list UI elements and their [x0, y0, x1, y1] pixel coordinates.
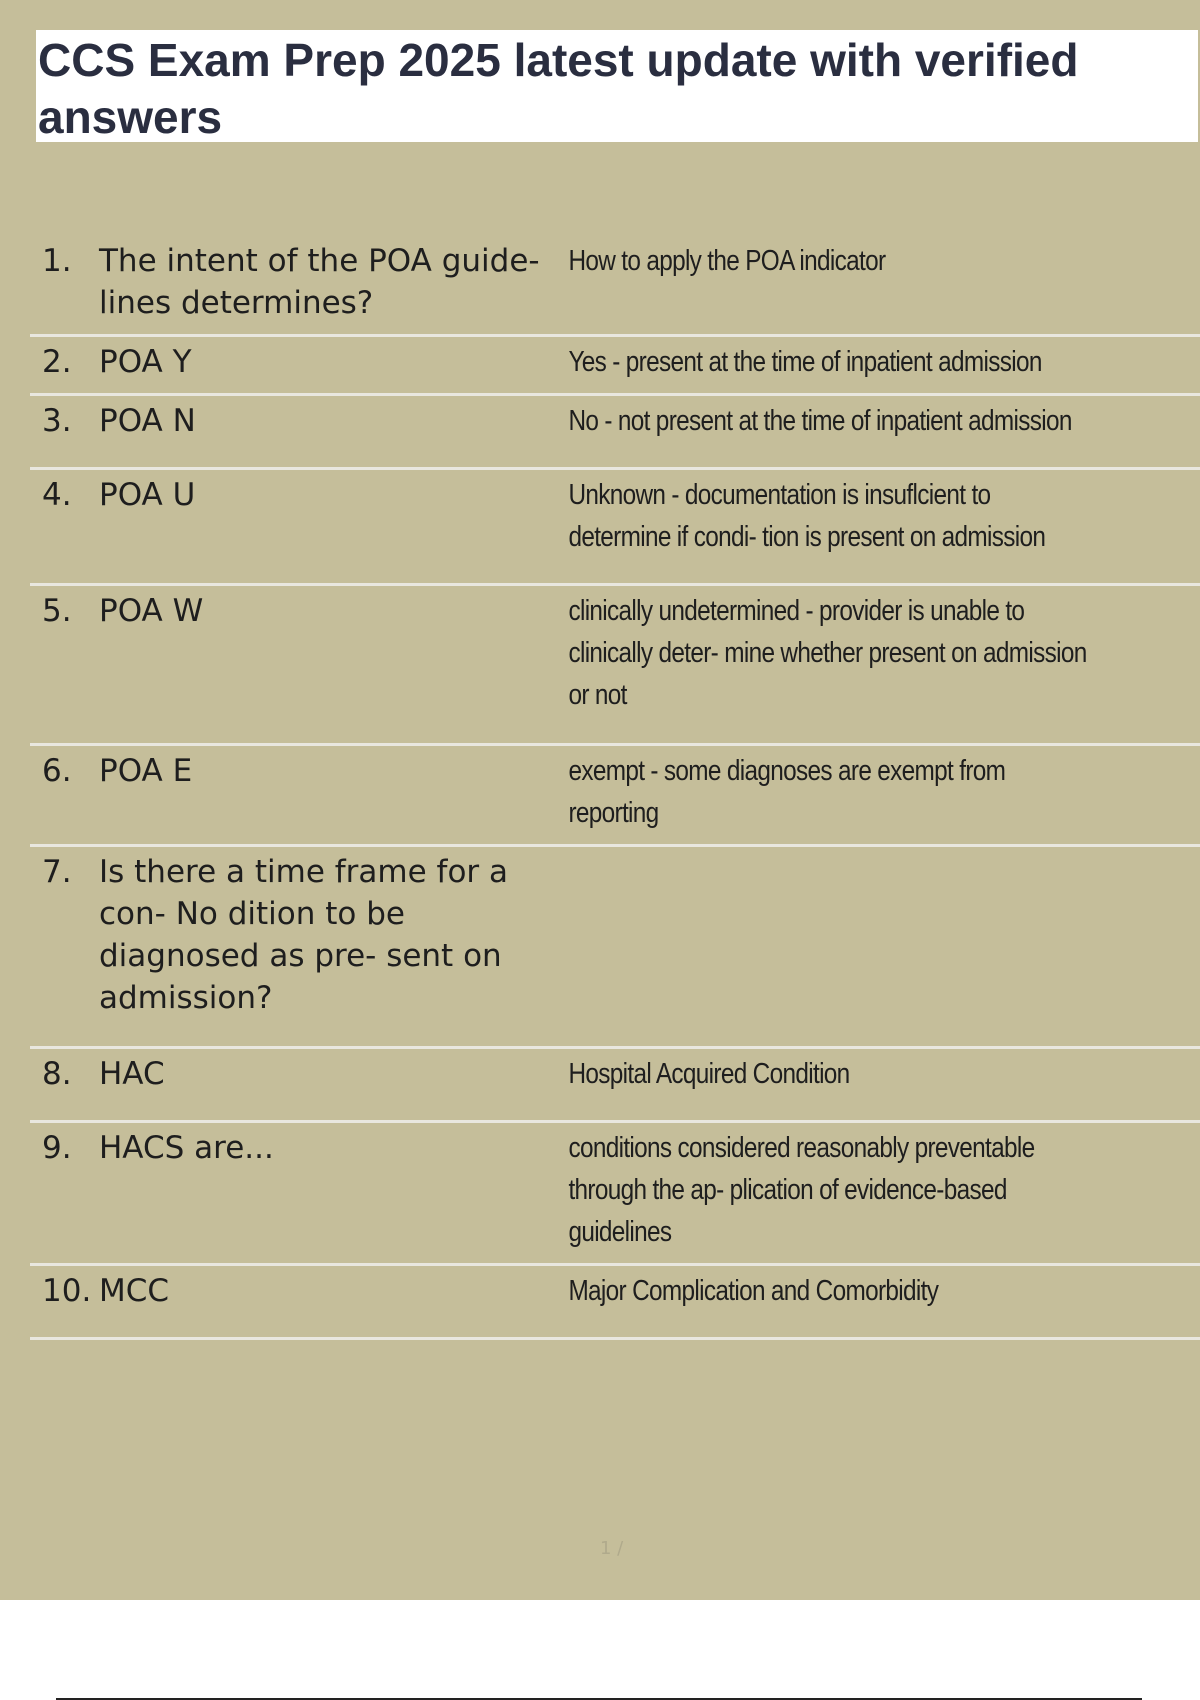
qa-row	[30, 847, 1200, 1049]
qa-number: 2.	[42, 344, 72, 380]
qa-question: MCC	[99, 1273, 170, 1309]
qa-question: Is there a time frame for a con- No dition to be diagnosed as pre- sent on admission?	[99, 854, 509, 1016]
qa-row	[30, 1049, 1200, 1123]
qa-answer	[555, 851, 1097, 1036]
qa-question: HAC	[99, 1056, 165, 1092]
qa-list	[30, 236, 1200, 1340]
qa-question: POA Y	[99, 344, 192, 380]
qa-question: POA W	[99, 593, 204, 629]
qa-number: 7.	[42, 854, 72, 890]
qa-row	[30, 1123, 1200, 1266]
qa-number: 9.	[42, 1130, 72, 1166]
document-title: CCS Exam Prep 2025 latest update with verified answers	[38, 34, 1079, 143]
qa-number: 4.	[42, 477, 72, 513]
qa-row	[30, 586, 1200, 746]
qa-question: The intent of the POA guide- lines determines?	[99, 243, 540, 321]
qa-row	[30, 236, 1200, 337]
qa-row	[30, 337, 1200, 396]
qa-answer: How to apply the POA indicator	[568, 245, 886, 277]
qa-answer: Major Complication and Comorbidity	[568, 1275, 939, 1307]
qa-number: 6.	[42, 753, 72, 789]
qa-question: POA U	[99, 477, 196, 513]
qa-row	[30, 396, 1200, 470]
qa-answer: Yes - present at the time of inpatient admission	[568, 346, 1042, 378]
qa-question: POA N	[99, 403, 196, 439]
qa-answer: clinically undetermined - provider is unable to clinically deter- mine whether present on admission or not	[568, 595, 1087, 711]
qa-row	[30, 1266, 1200, 1340]
qa-number: 3.	[42, 403, 72, 439]
qa-answer: exempt - some diagnoses are exempt from reporting	[568, 755, 1006, 829]
qa-row	[30, 470, 1200, 586]
qa-answer: No - not present at the time of inpatient admission	[568, 405, 1072, 437]
qa-answer: conditions considered reasonably preventable through the ap- plication of evidence-based guidelines	[568, 1132, 1035, 1248]
page-number: 1 /	[600, 1538, 624, 1559]
qa-number: 10.	[42, 1273, 92, 1309]
qa-question: POA E	[99, 753, 193, 789]
qa-question: HACS are...	[99, 1130, 274, 1166]
qa-answer: Hospital Acquired Condition	[568, 1058, 850, 1090]
qa-number: 8.	[42, 1056, 72, 1092]
qa-answer: Unknown - documentation is insuflcient to determine if condi- tion is present on admission	[568, 479, 1046, 553]
qa-number: 1.	[42, 243, 72, 279]
title-box	[36, 30, 1198, 142]
qa-number: 5.	[42, 593, 72, 629]
qa-row	[30, 746, 1200, 847]
